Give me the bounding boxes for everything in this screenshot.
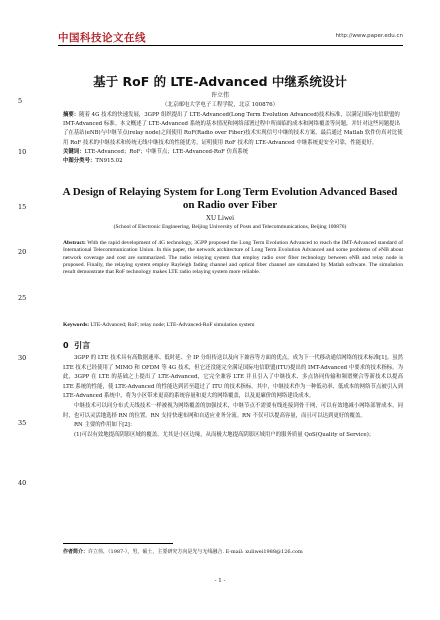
paper-title-en: A Design of Relaying System for Long Term Evolution Advanced Based on Radio over Fiber bbox=[62, 186, 398, 211]
line-number: 35 bbox=[18, 419, 27, 427]
paragraph: RN 主要的作用如下[2]： bbox=[74, 422, 136, 429]
keywords-en-text: LTE-Advanced; RoF; relay node; LTE-Advanced-RoF simulation system bbox=[90, 322, 255, 328]
section-title: 引言 bbox=[74, 341, 91, 350]
abstract-en bbox=[63, 240, 403, 276]
keywords-en bbox=[63, 322, 403, 328]
classification-label: 中图分类号： bbox=[63, 158, 96, 165]
abstract-en-text: With the rapid development of 4G technology, 3GPP proposed the Long Term Evolution Advanced to reach the IMT-Advanced standard of International Telecommunication Union. In this paper, the network architecture of Long Term Evolution Advanced and some problems of eNB about network coverage and cost are summarized. The radio relaying system that employ radio over fiber technology between eNB and relay node is proposed. Finally, the relaying system employ Rayleigh fading channel and optical fiber channel are simulated by Matlab software. The simulation result demonstrate that RoF technology makes LTE radio relaying system more reliable. bbox=[63, 240, 403, 276]
page-number: - 1 - bbox=[214, 578, 226, 584]
line-number: 10 bbox=[18, 148, 27, 156]
line-number: 25 bbox=[18, 294, 27, 302]
abstract-zh-label: 摘要： bbox=[63, 112, 80, 118]
keywords-en-label: Keywords: bbox=[63, 322, 90, 328]
affiliation-en: (School of Electronic Engineering, Beijing University of Posts and Telecommunications, Beijing 100876) bbox=[113, 224, 347, 230]
footnote bbox=[63, 548, 403, 555]
keywords-zh-text: LTE-Advanced；RoF；中继节点；LTE-Advanced-RoF 仿真系统 bbox=[84, 148, 249, 155]
masthead bbox=[58, 30, 403, 46]
keywords-zh-label: 关键词： bbox=[63, 148, 85, 155]
line-number: 15 bbox=[18, 203, 27, 211]
classification-code: TN915.02 bbox=[95, 158, 123, 165]
classification bbox=[63, 157, 403, 166]
footnote-label: 作者简介： bbox=[63, 549, 89, 555]
paragraph: 中继技术可以同分布式天线技术一样被视为网络覆盖的加强技术，中继节点不需要有线连接到骨干网，可以有效地减小网络部署成本。同时，也可以灵活地选择 RN 的位置。RN 支持快速布网和自适应业务分流。RN 不仅可以提高容量，而且可以达到更好的覆盖。 bbox=[63, 402, 403, 419]
keywords-zh bbox=[63, 148, 403, 157]
line-number: 5 bbox=[18, 97, 23, 105]
footnote-text: 许立伟，（1987-），男，硕士，主要研究方向是光与无线融合. E-mail: xuliwei1988@126.com bbox=[88, 549, 303, 555]
author-en: XU Liwei bbox=[205, 214, 235, 222]
body-text bbox=[63, 354, 403, 440]
footnote-divider bbox=[63, 543, 173, 544]
journal-logo: 中国科技论文在线 bbox=[58, 32, 146, 44]
affiliation-zh: （北京邮电大学电子工程学院，北京 100876） bbox=[161, 102, 279, 108]
abstract-zh-text: 随着 4G 技术的快速发展，3GPP 组织提出了 LTE-Advanced(Long Term Evolution Advanced)技术标准，以满足国际电信联盟的 IMT-Advanced 标准。本文概述了 LTE-Advanced 系统的基本情况和网络部署过程中所面临的成本和网络覆盖等问题，并针对这些问题提出了在基站(eNB)与中继节点(relay node)之间使用 RoF(Radio over Fiber)技术实现信号中继的技术方案。最后通过 Matlab 软件仿真对比使用 RoF 技术的中继技术和传统无线中继技术的性能优劣，证明使用 RoF 技术的 LTE-Advanced 中继系统更安全可靠，性能更好。 bbox=[63, 112, 403, 146]
abstract-zh bbox=[63, 111, 403, 166]
paragraph: 3GPP 的 LTE 技术具有高数据速率、低时延、全 IP 分组传送以及向下兼容等方面的优点，成为下一代移动通信网络的技术标准[1]。虽然 LTE 技术已经使用了 MIMO 和 OFDM 等 4G 技术，但它还没能完全满足国际电信联盟(ITU)提出的 IMT-Advanced 中要求的技术指标。为此，3GPP 在 LTE 的基础之上提出了 LTE-Advanced，它完全兼容 LTE 并且引入了中继技术、多点协同传输和频谱聚合等新技术以提高 LTE 系统的性能，使 LTE-Advanced 的性能达到甚至超过了 ITU 的技术指标。其中，中继技术作为一种低功率、低成本的网络节点被引入到 LTE-Advanced 系统中，将为小区带来更高的系统容量和更大的网络覆盖，以及更廉价的网络建设成本。 bbox=[63, 355, 403, 400]
line-number: 40 bbox=[18, 479, 27, 487]
author-zh: 许立伟 bbox=[210, 92, 229, 99]
paragraph: (1)可以有效地提高阴影区域的覆盖，尤其是小区边缘，从而极大地提高阴影区域用户的服务质量 QoS(Quality of Service)； bbox=[74, 431, 375, 438]
abstract-en-label: Abstract: bbox=[63, 240, 86, 246]
line-number: 20 bbox=[18, 248, 27, 256]
section-number: 0 bbox=[63, 341, 69, 350]
section-heading bbox=[63, 340, 90, 351]
journal-url[interactable]: http://www.paper.edu.cn bbox=[335, 33, 403, 39]
line-number: 30 bbox=[18, 354, 27, 362]
paper-title-zh: 基于 RoF 的 LTE-Advanced 中继系统设计 bbox=[93, 74, 347, 89]
